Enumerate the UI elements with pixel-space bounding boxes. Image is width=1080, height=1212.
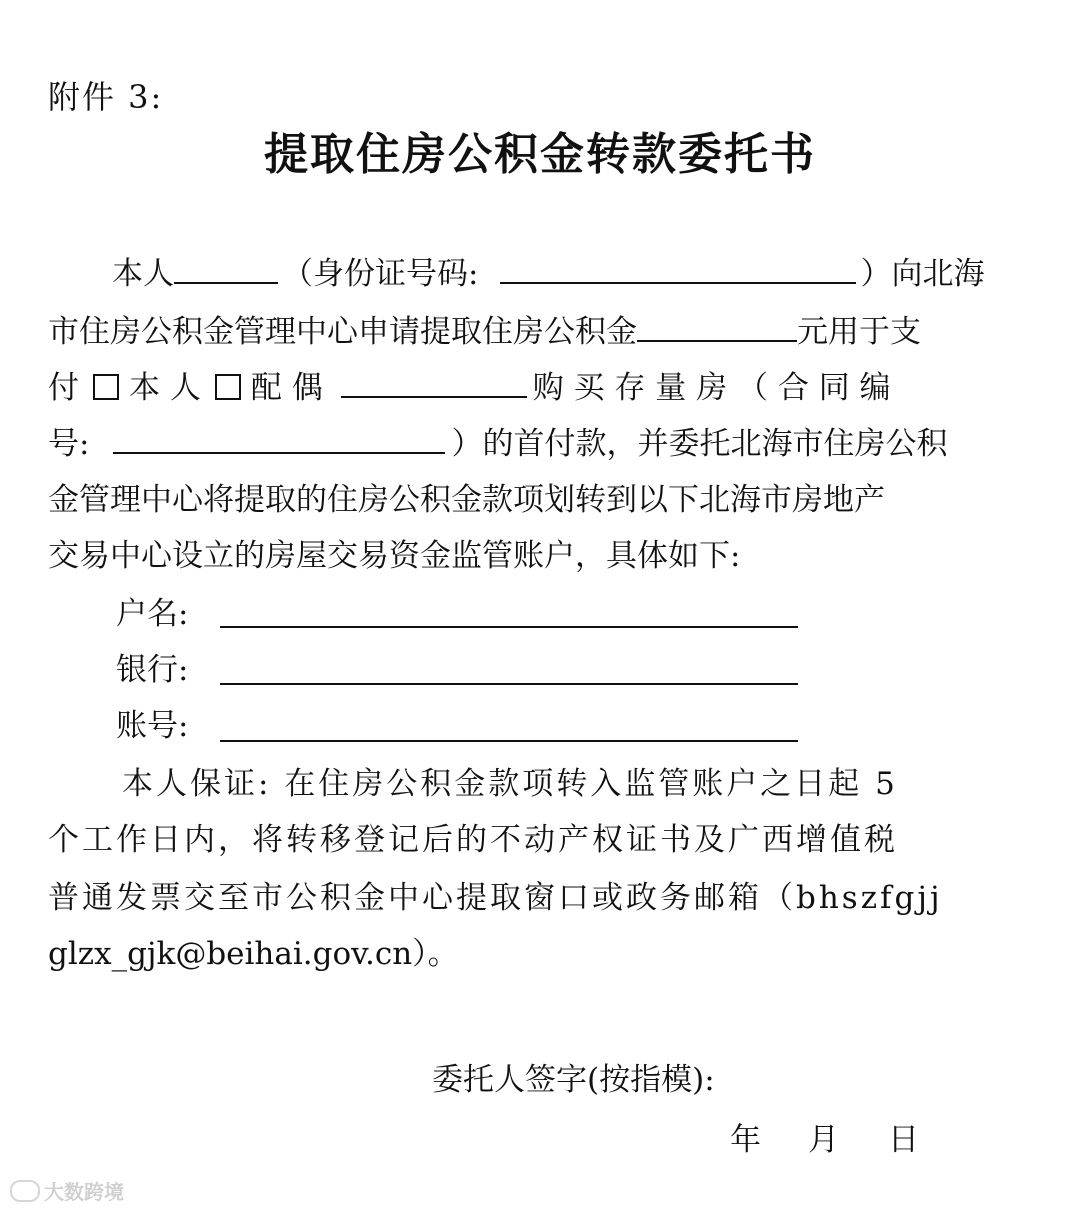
account-number-label: 账号: <box>116 708 189 744</box>
attachment-label: 附件 3: <box>48 78 164 116</box>
guarantee-line-2: 个工作日内，将转移登记后的不动产权证书及广西增值税 <box>48 822 898 858</box>
spouse-checkbox[interactable] <box>215 374 241 400</box>
apply-text: 市住房公积金管理中心申请提取住房公积金 <box>48 314 637 350</box>
spouse-option-label: 配 偶 <box>250 370 323 406</box>
self-checkbox[interactable] <box>93 374 119 400</box>
watermark-logo-icon <box>10 1180 40 1202</box>
account-number-input[interactable] <box>220 740 798 742</box>
id-number-label: （身份证号码: <box>282 256 479 292</box>
amount-blank[interactable] <box>637 310 797 342</box>
guarantee-line-4: glzx_gjk@beihai.gov.cn）。 <box>48 936 459 972</box>
date-month: 月 <box>808 1122 839 1158</box>
contract-no-label: 号: <box>48 426 90 462</box>
guarantee-line-3: 普通发票交至市公积金中心提取窗口或政务邮箱（bhszfgjj <box>48 880 943 916</box>
paragraph-line-3 <box>48 366 891 406</box>
paragraph-line-1 <box>112 252 984 292</box>
paragraph-line-2 <box>48 310 921 350</box>
line4-tail: ）的首付款，并委托北海市住房公积 <box>451 426 948 462</box>
paragraph-line-5: 金管理中心将提取的住房公积金款项划转到以下北海市房地产 <box>48 482 885 518</box>
contract-number-blank[interactable] <box>113 422 445 454</box>
bank-label: 银行: <box>116 652 189 688</box>
signature-label: 委托人签字(按指模): <box>432 1062 715 1098</box>
account-name-input[interactable] <box>220 626 798 628</box>
date-year: 年 <box>730 1122 761 1158</box>
pay-text: 付 <box>48 370 79 406</box>
name-blank[interactable] <box>174 252 278 284</box>
watermark-text: 大数跨境 <box>44 1180 124 1204</box>
paragraph-line-6: 交易中心设立的房屋交易资金监管账户，具体如下: <box>48 538 741 574</box>
self-label: 本人 <box>112 256 174 292</box>
paragraph-line-4 <box>48 422 947 462</box>
date-day: 日 <box>888 1122 919 1158</box>
account-name-label: 户名: <box>116 596 189 632</box>
document-title: 提取住房公积金转款委托书 <box>264 129 816 180</box>
self-option-label: 本 人 <box>129 370 201 406</box>
spouse-name-blank[interactable] <box>341 366 527 398</box>
bank-input[interactable] <box>220 683 798 685</box>
id-number-blank[interactable] <box>500 252 856 284</box>
watermark <box>10 1176 124 1205</box>
line2-tail: 元用于支 <box>797 314 921 350</box>
purchase-text: 购 买 存 量 房 （ 合 同 编 <box>532 370 891 406</box>
line1-tail: ）向北海 <box>860 256 985 292</box>
guarantee-line-1: 本人保证: 在住房公积金款项转入监管账户之日起 5 <box>122 766 898 802</box>
